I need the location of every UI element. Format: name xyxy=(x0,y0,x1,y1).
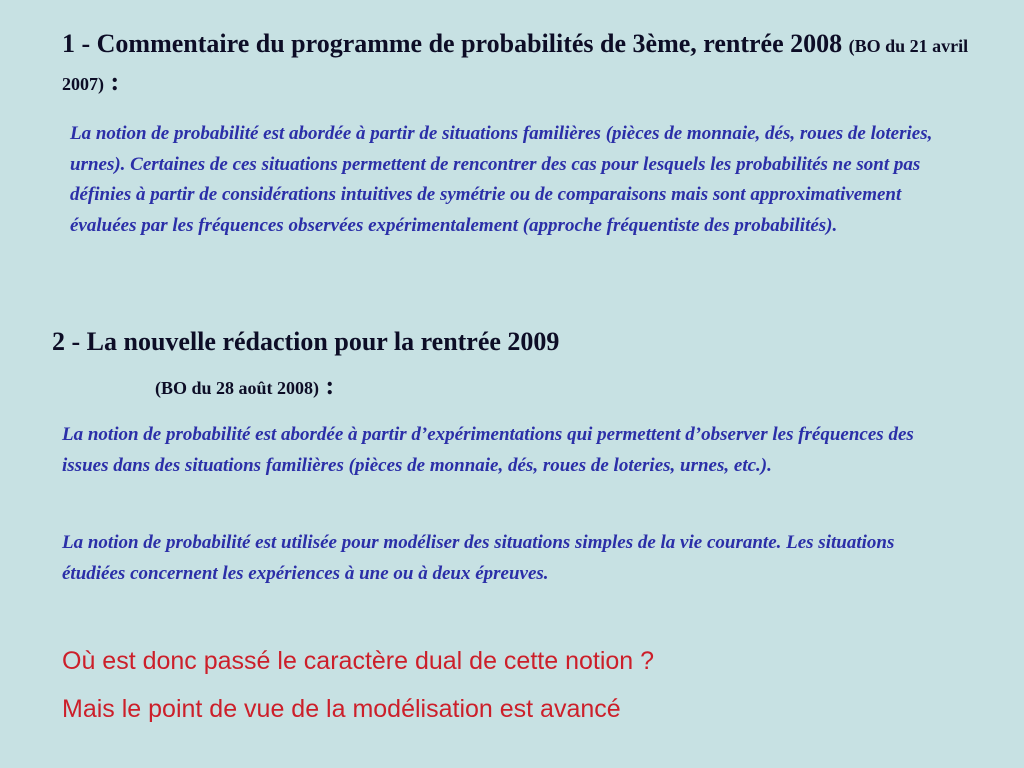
section2-paragraph-1: La notion de probabilité est abordée à partir d’expérimentations qui permettent d’observer les fréquences des issues dans des situations familières (pièces de monnaie, dés, roues de loteries, urnes, etc.). xyxy=(62,424,914,476)
conclusion-statement: Mais le point de vue de la modélisation est avancé xyxy=(62,695,621,723)
section1-heading-colon: : xyxy=(104,67,120,96)
section2-subheading xyxy=(155,370,755,404)
section1-paragraph: La notion de probabilité est abordée à partir de situations familières (pièces de monnaie, dés, roues de loteries, urnes). Certaines de ces situations permettent de rencontrer des cas pour lesquels les probabilités ne sont pas définies à partir de considérations intuitives de symétrie ou de comparaisons mais sont approximativement évaluées par les fréquences observées expérimentalement (approche fréquentiste des probabilités). xyxy=(70,123,933,236)
section2-paragraph-2: La notion de probabilité est utilisée pour modéliser des situations simples de la vie courante. Les situations étudiées concernent les expériences à une ou à deux épreuves. xyxy=(62,532,895,584)
section2-subheading-colon: : xyxy=(319,371,335,400)
section2-heading: 2 - La nouvelle rédaction pour la rentrée 2009 xyxy=(52,327,560,356)
section1-heading-main: 1 - Commentaire du programme de probabilités de 3ème, rentrée 2008 xyxy=(62,29,849,58)
section1-heading xyxy=(62,26,992,102)
section1-heading-ref: (BO du 21 avril 2007) xyxy=(62,36,969,94)
section2-subheading-ref: (BO du 28 août 2008) xyxy=(155,378,320,398)
conclusion-question: Où est donc passé le caractère dual de cette notion ? xyxy=(62,647,655,675)
